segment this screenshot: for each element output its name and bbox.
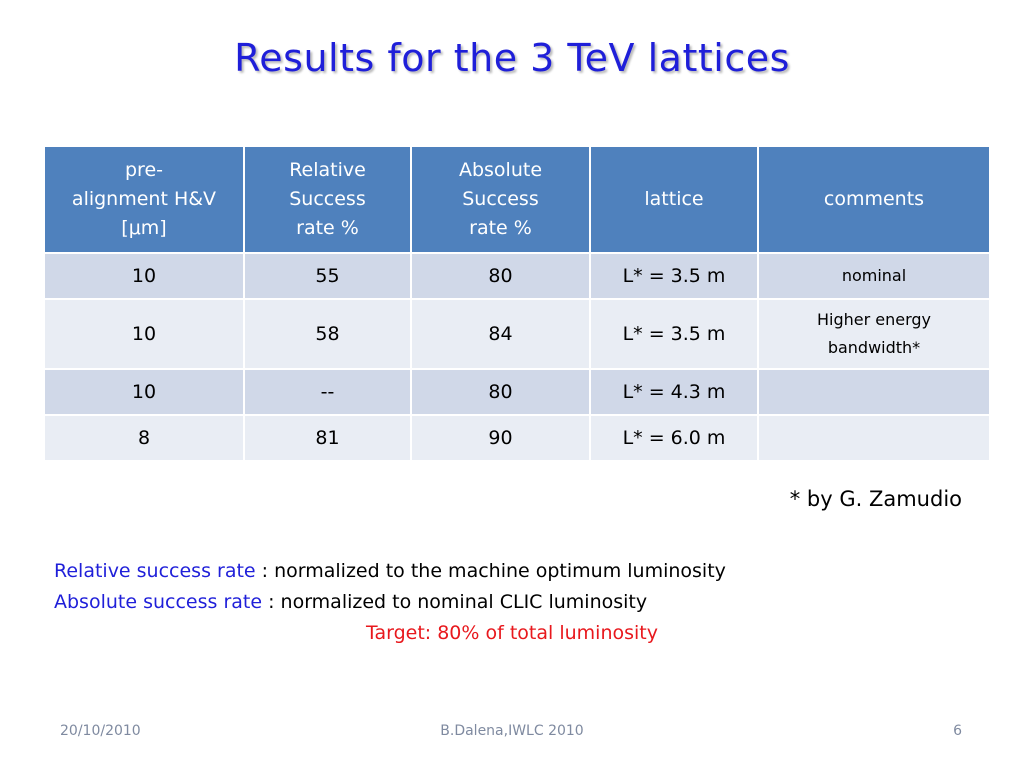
header-line: Success xyxy=(289,188,366,210)
cell-lattice: L* = 3.5 m xyxy=(590,299,758,369)
definition-text: : normalized to nominal CLIC luminosity xyxy=(262,591,648,613)
table-row xyxy=(44,415,990,461)
cell-comments xyxy=(758,369,990,415)
target-statement: Target: 80% of total luminosity xyxy=(366,622,658,644)
comment-line: Higher energy xyxy=(816,310,932,329)
cell-prealignment: 10 xyxy=(44,253,244,299)
footer-author: B.Dalena,IWLC 2010 xyxy=(440,723,584,739)
header-lattice xyxy=(590,146,758,253)
header-line: rate % xyxy=(469,217,532,239)
header-line: pre- xyxy=(125,159,163,181)
header-line: rate % xyxy=(296,217,359,239)
cell-lattice: L* = 3.5 m xyxy=(590,253,758,299)
cell-relative: 55 xyxy=(244,253,411,299)
header-prealignment xyxy=(44,146,244,253)
cell-comments xyxy=(758,299,990,369)
cell-relative: -- xyxy=(244,369,411,415)
definition-absolute xyxy=(54,587,726,618)
header-relative-success xyxy=(244,146,411,253)
cell-lattice: L* = 6.0 m xyxy=(590,415,758,461)
header-line: lattice xyxy=(644,188,704,210)
cell-relative: 58 xyxy=(244,299,411,369)
table-row xyxy=(44,253,990,299)
cell-relative: 81 xyxy=(244,415,411,461)
slide-title: Results for the 3 TeV lattices xyxy=(234,36,790,80)
header-line: comments xyxy=(823,188,925,210)
cell-prealignment: 10 xyxy=(44,299,244,369)
definition-term: Absolute success rate xyxy=(54,591,263,613)
header-comments xyxy=(758,146,990,253)
definition-relative xyxy=(54,556,726,587)
header-absolute-success xyxy=(411,146,590,253)
header-line: [μm] xyxy=(121,217,167,239)
footnote: * by G. Zamudio xyxy=(789,487,962,511)
cell-absolute: 84 xyxy=(411,299,590,369)
cell-absolute: 80 xyxy=(411,369,590,415)
cell-comments xyxy=(758,253,990,299)
comment-line: nominal xyxy=(841,266,907,285)
header-line: Relative xyxy=(289,159,366,181)
header-line: alignment H&V xyxy=(71,188,217,210)
cell-comments xyxy=(758,415,990,461)
header-line: Absolute xyxy=(458,159,543,181)
definition-text: : normalized to the machine optimum luminosity xyxy=(255,560,726,582)
table-row xyxy=(44,369,990,415)
header-line: Success xyxy=(462,188,539,210)
table-row xyxy=(44,299,990,369)
definitions xyxy=(54,556,726,618)
comment-line: bandwidth* xyxy=(827,338,921,357)
cell-prealignment: 10 xyxy=(44,369,244,415)
footer-date: 20/10/2010 xyxy=(60,723,141,739)
results-table xyxy=(43,145,991,462)
cell-lattice: L* = 4.3 m xyxy=(590,369,758,415)
table-header-row xyxy=(44,146,990,253)
cell-absolute: 90 xyxy=(411,415,590,461)
cell-prealignment: 8 xyxy=(44,415,244,461)
cell-absolute: 80 xyxy=(411,253,590,299)
footer-page-number: 6 xyxy=(953,723,962,739)
definition-term: Relative success rate xyxy=(54,560,256,582)
